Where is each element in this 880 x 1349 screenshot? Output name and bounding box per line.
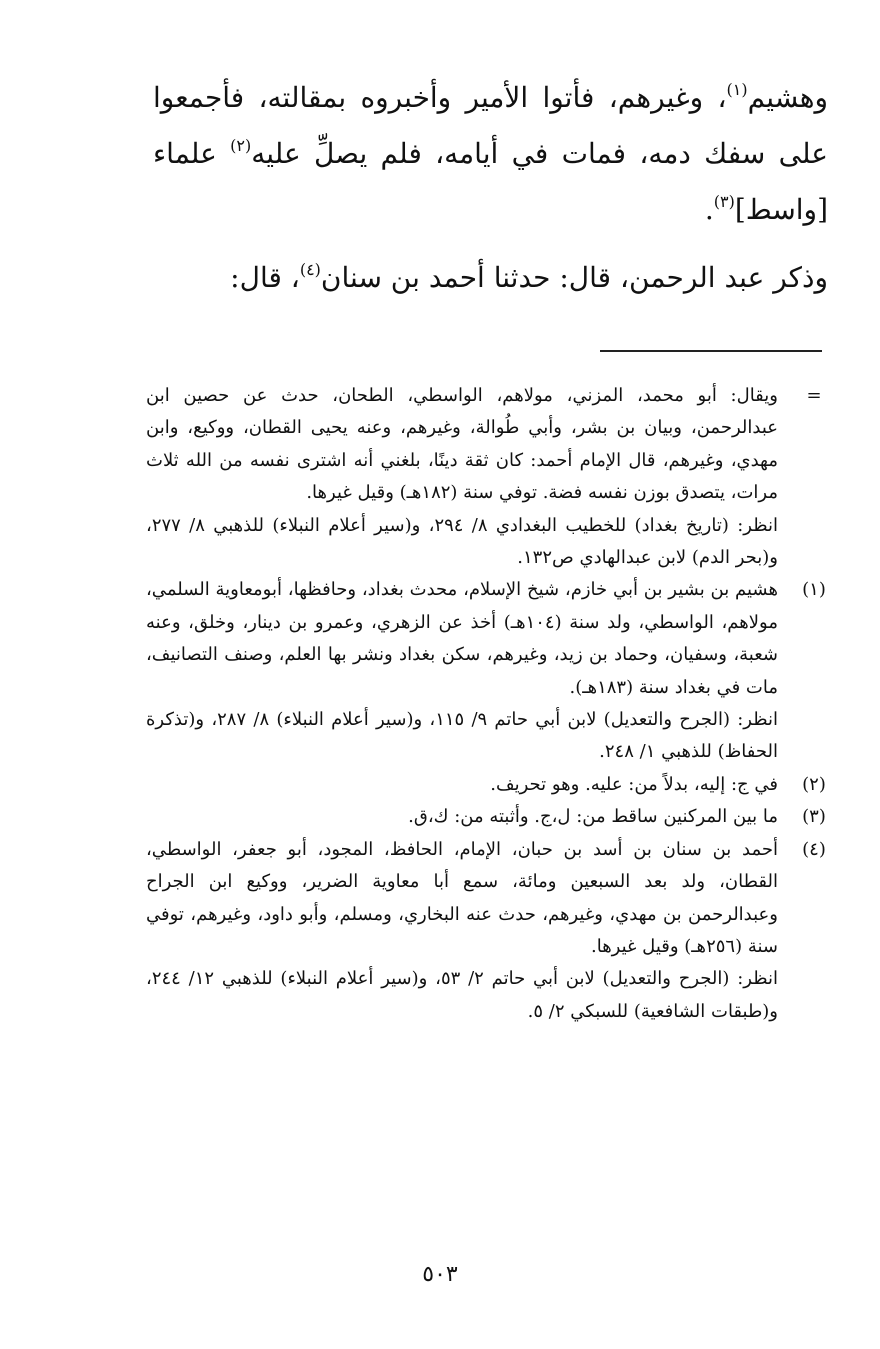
footnote-text: هشيم بن بشير بن أبي خازم، شيخ الإسلام، محدث بغداد، وحافظها، أبومعاوية السلمي، مولاهم، الواسطي، ولد سنة (١٠٤هـ) أخذ عن الزهري، وعمرو بن دينار، وخلق، وعنه شعبة، وسفيان، وحماد بن زيد، وغيرهم، سكن بغداد ونشر بها العلم، وصنف التصانيف، مات في بغداد سنة (١٨٣هـ). [146, 579, 778, 698]
footnote-number: (٤) [802, 838, 826, 860]
footnote-continued [146, 380, 836, 574]
footnote-continuation-marker: = [806, 385, 822, 406]
footnote-3 [146, 801, 836, 833]
footnote-separator [600, 350, 822, 352]
footnote-text: في ج: إليه، بدلاً من: عليه. وهو تحريف. [490, 773, 778, 795]
main-paragraph-1 [153, 70, 828, 238]
main-text-run: وهشيم [747, 81, 828, 114]
footnote-ref-1[interactable]: (١) [726, 80, 748, 99]
footnote-reference-text: انظر: (تاريخ بغداد) للخطيب البغدادي ٨/ ٢٩٤، و(سير أعلام النبلاء) للذهبي ٨/ ٢٧٧، و(بحر الدم) لابن عبدالهادي ص١٣٢. [146, 514, 778, 569]
footnote-number: (٢) [802, 773, 826, 795]
footnote-ref-4[interactable]: (٤) [299, 260, 321, 279]
main-text-run: ، قال: [230, 261, 300, 294]
main-text-run: . [704, 193, 714, 226]
footnote-reference-text: انظر: (الجرح والتعديل) لابن أبي حاتم ٩/ ١١٥، و(سير أعلام النبلاء) ٨/ ٢٨٧، و(تذكرة الحفاظ) للذهبي ١/ ٢٤٨. [146, 709, 778, 763]
main-text-run: علماء [واسط] [153, 137, 828, 226]
footnote-text: أحمد بن سنان بن أسد بن حبان، الإمام، الحافظ، المجود، أبو جعفر، الواسطي، القطان، ولد بعد السبعين ومائة، سمع أبا معاوية الضرير، ووكيع ابن الجراح وعبدالرحمن بن مهدي، وغيرهم، حدث عنه البخاري، ومسلم، وأبو داود، وغيرهم، توفي سنة (٢٥٦هـ) وقيل غيرها. [146, 838, 778, 957]
footnote-ref-3[interactable]: (٣) [713, 192, 735, 211]
main-text-run: وذكر عبد الرحمن، قال: حدثنا أحمد بن سنان [320, 261, 828, 294]
footnote-2 [146, 769, 836, 801]
main-text-run: ، وغيرهم، فأتوا الأمير وأخبروه بمقالته، فأجمعوا على سفك دمه، فمات في أيامه، فلم يصلِّ عليه [153, 81, 828, 170]
footnote-1 [146, 574, 836, 768]
footnote-number: (٣) [802, 806, 826, 828]
footnote-text: ويقال: أبو محمد، المزني، مولاهم، الواسطي، الطحان، حدث عن حصين ابن عبدالرحمن، وبيان بن بشر، وأبي طُوالة، وغيرهم، وعنه يحيى القطان، ووكيع، وابن مهدي، وغيرهم، قال الإمام أحمد: كان ثقة دينًا، بلغني أنه اشترى نفسه من الله ثلاث مرات، يتصدق بوزن نفسه فضة. توفي سنة (١٨٢هـ) وقيل غيرها. [146, 385, 778, 504]
footnote-number: (١) [802, 579, 826, 601]
footnote-reference-text: انظر: (الجرح والتعديل) لابن أبي حاتم ٢/ ٥٣، و(سير أعلام النبلاء) للذهبي ١٢/ ٢٤٤، و(طبقات الشافعية) للسبكي ٢/ ٥. [146, 968, 778, 1022]
footnote-ref-2[interactable]: (٢) [230, 136, 252, 155]
page-number: ٥٠٣ [422, 1262, 458, 1287]
footnote-4 [146, 834, 836, 1028]
footnote-text: ما بين المركنين ساقط من: ل،ج. وأثبته من: ك،ق. [408, 806, 778, 828]
main-paragraph-2 [153, 250, 828, 306]
footnotes [146, 380, 836, 1028]
main-text [153, 70, 828, 306]
